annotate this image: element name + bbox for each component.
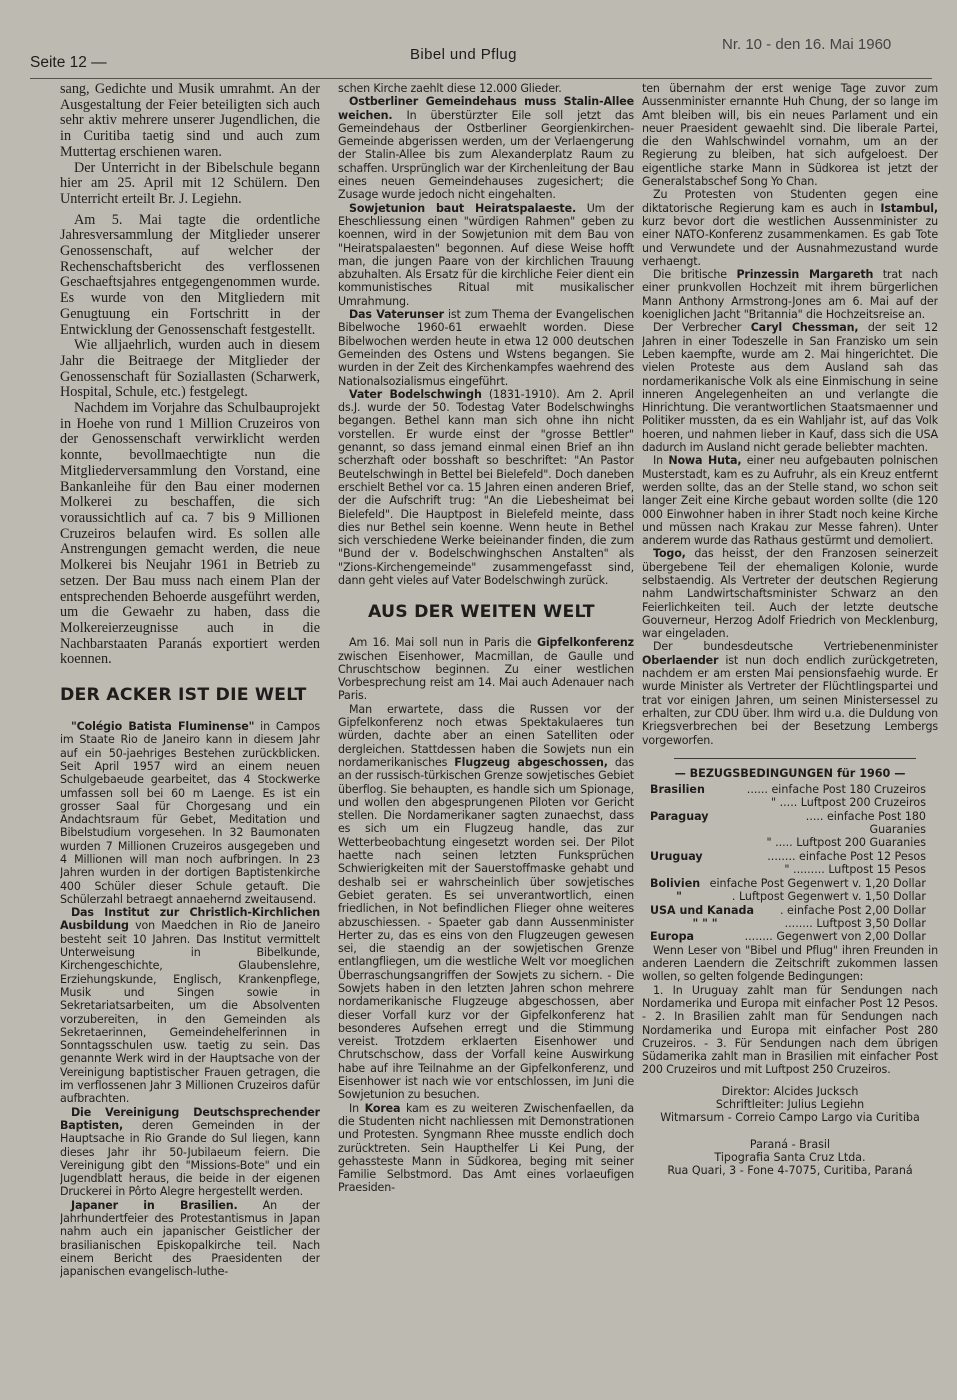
paragraph: Am 5. Mai tagte die ordentliche Jahresversammlung der Mitglieder unserer Genossenschaft, auf welcher der Rechenschaftsbericht des verflossenen Geschaeftsjahres entgegengenommen wurde. Es wurde von den Mitgliedern mit Genugtuung ein Fortschritt in der Entwicklung der Genossenschaft festgestellt. — [60, 211, 320, 338]
rate-country: Europa — [650, 930, 694, 944]
bold-lead: Ostberliner Gemeindehaus muss Stalin-Allee weichen. — [338, 95, 634, 122]
rate-country: Uruguay — [650, 849, 703, 863]
rate-value: " ..... Luftpost 200 Guaranies — [766, 836, 926, 850]
rate-row — [650, 917, 938, 930]
rate-value: . Luftpost Gegenwert v. 1,50 Dollar — [731, 890, 926, 904]
text: In — [653, 454, 669, 468]
paragraph — [642, 640, 938, 746]
paragraph — [642, 454, 938, 547]
subscription-divider — [674, 758, 916, 759]
imprint-address: Witmarsum - Correio Campo Largo via Curitiba — [660, 1111, 920, 1125]
text: in Campos im Staate Rio de Janeiro kann in diesem Jahr auf ein 50-jaehriges Bestehen zurückblicken. Seit April 1957 wird an einem neuen Schulgebaeude gearbeitet, das 4 Stockwerke umfassen soll bei 60 m Laenge. Es ist ein grosser Saal für Chorgesang und ein Andachtsraum für Gebet, Meditation und Bibelstudium vorgesehen. In 32 Baumonaten wurden 7 Millionen Cruzeiros ausgegeben und 4 Millionen will man noch aufbringen. In 23 Jahren wurden in der dortigen Baptistenkirche 400 Schüler dieser Schule getauft. Die Schülerzahl betraegt annaehernd zweitausend. — [60, 720, 320, 906]
paragraph: Wie alljaehrlich, wurden auch in diesem Jahr die Beitraege der Mitglieder der Genossenschaft für Soziallasten (Scharwerk, Hospital, Schule, etc.) festgelegt. — [60, 337, 320, 401]
bold-term: Caryl Chessman, — [750, 321, 859, 335]
sans-section — [60, 720, 320, 1278]
bold-term: Togo, — [653, 547, 686, 561]
serif-section — [60, 82, 320, 668]
text: Der bundesdeutsche Vertriebenenminister — [653, 640, 938, 654]
rate-value: ........ einfache Post 12 Pesos — [767, 849, 926, 863]
imprint — [642, 1085, 938, 1178]
paragraph — [338, 95, 634, 201]
rate-value: ..... einfache Post 180 Guaranies — [805, 809, 926, 837]
text: das an der russisch-türkischen Grenze sowjetisches Gebiet überflog. Sie behaupten, es handle sich um Spionage, und wollen den abgesprungenen Piloten vor Gericht stellen. Die Nordamerikaner sagten zunaechst, dass es sich um ein Flugzeug handle, das zur Wetterbeobachtung eingesetzt worden sei. Der Pilot haette nach seinen letzten Funksprüchen Schwierigkeiten mit der Sauerstoffmaske gehabt und deshalb sei er wahrscheinlich über sowjetisches Gebiet geraten. Es sei unverantwortlich, einen friedlichen, in Not befindlichen Flieger ohne weiteres abzuschiessen. - Spaeter gab dann Aussenminister Herter zu, das es eins von den Flugzeugen gewesen sei, die staendig an der sowjetischen Grenze entlangfliegen, um die westliche Welt vor moeglichen Überraschungsangriffen der Sowjets zu sichern. - Die Sowjets haben in den letzten Jahren schon mehrere nordamerikanische Flugzeuge abgeschossen, aber dieser Vorfall kurz vor der Gipfelkonferenz hat besonderes Aufsehen erregt und die Stimmung vereist. Trotzdem erklaerten Eisenhower und Chrutschschow, dass der Vorfall keine Auswirkung habe auf ihre Teilnahme an der Gipfelkonferenz, und Eisenhower ist nach wie vor entschlossen, im Juni die Sowjetunion zu besuchen. — [338, 755, 634, 1102]
rate-row — [650, 810, 938, 837]
column-2 — [338, 82, 634, 1195]
imprint-director: Direktor: Alcides Jucksch — [721, 1084, 859, 1098]
text: Zu Protesten von Studenten gegen eine diktatorische Regierung kam es auch in — [642, 188, 938, 215]
rate-country — [650, 863, 746, 876]
paragraph: ten übernahm der erst wenige Tage zuvor zum Aussenminister ernannte Huh Chung, der so lange im Amt bleiben will, bis ein neues Parlament und ein neuer Praesident gewaehlt sind. Die liberale Partei, die den Wahlschwindel vornahm, um an der Regierung zu bleiben, hat sich aufgeloest. Der eigentliche starke Mann in Südkorea ist jetzt der Generalstabschef Song Yo Chan. — [642, 82, 938, 189]
column-3 — [642, 82, 938, 1177]
paragraph — [338, 308, 634, 388]
rate-country: Brasilien — [650, 782, 705, 796]
rate-row — [650, 863, 938, 876]
bold-term: Oberlaender — [642, 653, 719, 667]
subscription-title: — BEZUGSBEDINGUNGEN für 1960 — — [674, 766, 906, 780]
rate-country: Paraguay — [650, 809, 709, 823]
column-1 — [60, 82, 320, 1278]
paragraph — [338, 1102, 634, 1195]
page-number: Seite 12 — — [30, 54, 107, 71]
issue-date: Nr. 10 - den 16. Mai 1960 — [722, 36, 892, 53]
bold-term: Nowa Huta, — [668, 454, 742, 468]
text: In — [349, 1101, 365, 1115]
subscription-rates — [642, 783, 938, 944]
imprint-printer: Tipografia Santa Cruz Ltda. — [714, 1150, 866, 1164]
rate-value: . einfache Post 2,00 Dollar — [780, 903, 926, 917]
rate-country: USA und Kanada — [650, 903, 754, 917]
text: deren Gemeinden in der Hauptsache in Rio Grande do Sul liegen, kann dieses Jahr ihr 50-Jubilaeum feiern. Die Vereinigung gibt den "Missions-Bote" und ein Jugendblatt heraus, die beide in der eigenen Druckerei in Pôrto Alegre hergestellt werden. — [60, 1118, 320, 1199]
bold-lead: "Colégio Batista Fluminense" — [71, 720, 255, 734]
rate-row — [650, 930, 938, 943]
text: kam es zu weiteren Zwischenfaellen, da die Studenten nicht nachliessen mit Demonstrationen und Protesten. Syngmann Rhee musste endlich doch zurücktreten. Sein Haupthelfer Li Kei Pung, der gehassteste Mann in Südkorea, beging mit seiner Familie Selbstmord. Das Amt eines vorlaeufigen Praesiden- — [338, 1101, 634, 1195]
text: trat nach einer prunkvollen Hochzeit mit ihrem bürgerlichen Mann Anthony Armstrong-Jones am 6. Mai auf der koeniglichen Jacht "Britannia" die Hochzeitsreise an. — [642, 268, 938, 322]
text: Um der Eheschliessung einen "würdigen Rahmen" geben zu koennen, wird in der Sowjetunion mit dem Bau von "Heiratspalaesten" begonnen. Auf diese Weise hofft man, die jungen Paare von der kirchlichen Trauung abzuhalten. Als Ersatz für die kirchliche Feier dient ein kommunistisches Ritual mit musikalischer Umrahmung. — [338, 201, 634, 308]
rate-row — [650, 890, 938, 903]
text: ist nun doch endlich zurückgetreten, nachdem er am ersten Mai pensionsfaehig wurde. Er wurde Minister als Vertreter der Flüchtlingspartei und trat vor einigen Jahren, um seinen Ministersessel zu erhalten, zur CDU über. Ihm wird u.a. die Duldung von Kriegsverbrechen bei der Besetzung Lembergs vorgeworfen. — [642, 653, 938, 747]
section-headline: DER ACKER IST DIE WELT — [60, 685, 307, 706]
paragraph: Nachdem im Vorjahre das Schulbauprojekt in Hoehe von rund 1 Million Cruzeiros von der Genossenschaft verwirklicht werden konnte, bevollmaechtigte nun die Mitgliederversammlung den Vorstand, eine Bankanleihe für den Bau einer modernen Molkerei zu beschaffen, die sich voraussichtlich auf ca. 7 bis 9 Millionen Cruzeiros belaufen wird. Es sollen alle Anstrengungen gemacht werden, die neue Molkerei bis Neujahr 1961 in Betrieb zu setzen. Der Bau muss nach einem Plan der entsprechenden Behoerde ausgeführt werden, um die Gewaehr zu haben, dass die Molkereierzeugnisse auch in die Nachbarstaaten Paranás exportiert werden koennen. — [60, 400, 320, 668]
bold-term: Korea — [364, 1101, 401, 1115]
paragraph — [338, 202, 634, 308]
header-rule — [30, 78, 932, 79]
rate-row — [650, 877, 938, 890]
paragraph: Der Unterricht in der Bibelschule begann hier am 25. April mit 12 Schülern. Den Unterricht erteilt Br. J. Legiehn. — [60, 159, 320, 207]
rate-value: ...... einfache Post 180 Cruzeiros — [746, 782, 926, 796]
rate-value: " ......... Luftpost 15 Pesos — [784, 863, 926, 877]
paragraph — [338, 703, 634, 1102]
paragraph — [338, 636, 634, 702]
paragraph — [338, 388, 634, 587]
bold-lead: Vater Bodelschwingh — [349, 387, 482, 401]
section-headline: AUS DER WEITEN WELT — [368, 602, 595, 623]
paragraph — [60, 1106, 320, 1199]
paragraph — [60, 1199, 320, 1279]
rate-row — [650, 783, 938, 796]
text: das heisst, der den Franzosen seinerzeit übergebene Teil der ehemaligen Kolonie, wurde selbstaendig. Als Vertreter der deutschen Regierung nahm Landwirtschaftsminister Schwarz an den Feierlichkeiten teil. Auch der letzte deutsche Gouverneur, Herzog Adolf Friedrich von Mecklenburg, war eingeladen. — [642, 547, 938, 641]
bold-lead: Das Vaterunser — [349, 308, 444, 322]
rate-row — [650, 904, 938, 917]
text: der seit 12 Jahren in einer Todeszelle in San Franzisko um sein Leben kaempfte, wurde am 2. Mai hingerichtet. Die vielen Proteste aus dem Ausland sah das nordamerikanische Volk als eine Einmischung in seine inneren Angelegenheiten an und verlangte die Hinrichtung. Die verantwortlichen Staatsmaenner und Politiker mussten, da es ein Wahljahr ist, auf das Volk hoeren, und nahmen lieber in Kauf, dass sich die USA dadurch im Ausland nicht gerade beliebter machten. — [642, 321, 938, 455]
text: (1831-1910). Am 2. April ds.J. wurde der 50. Todestag Vater Bodelschwinghs begangen. Bethel kann man sich ohne ihn nicht vorstellen. Er wurde einst der "grosse Bettler" genannt, so dass jemand einmal einen Brief an ihn scherzhaft oder bosshaft so beschriftet: "An Pastor Beutelschwingh in Bettel bei Bielefeld". Doch daneben erschielt Bethel vor ca. 15 Jahren einen anderen Brief, der die Aufschrift trug: "An die Liebesheimat bei Bielefeld". Die Hauptpost in Bielefeld meinte, dass dies nur Bethel sein koenne. Wenn heute in Bethel sich verschiedene Werke beieinander finden, die zum "Bund der v. Bodelschwinghschen Anstalten" als "Zions-Kirchengemeinde" zusammengefasst sind, dann geht vieles auf Vater Bodelschwingh zurück. — [338, 387, 634, 587]
bold-term: Istambul, — [880, 201, 938, 215]
bold-lead: Japaner in Brasilien. — [71, 1198, 238, 1212]
rate-country — [650, 796, 746, 809]
imprint-region: Paraná - Brasil — [749, 1137, 831, 1151]
rate-country — [650, 836, 746, 849]
bold-lead: Die Vereinigung Deutschsprechender Baptisten, — [60, 1105, 320, 1132]
rate-country: Bolivien — [650, 876, 701, 890]
paragraph: schen Kirche zaehlt diese 12.000 Glieder. — [338, 82, 562, 95]
text: An der Jahrhundertfeier des Protestantismus in Japan nahm auch ein japanischer Geistlicher der brasilianischen Episkopalkirche teil. Nach einem Bericht des Praesidenten der japanischen evangelisch-luthe- — [60, 1198, 320, 1279]
bold-term: Flugzeug abgeschossen, — [454, 755, 608, 769]
text: kurz bevor dort die westlichen Aussenminister zu einer NATO-Konferenz zusammenkamen. Es gab Tote und Verwundete und der Ausnahmezustand wurde verhaengt. — [642, 214, 938, 268]
text: In überstürzter Eile soll jetzt das Gemeindehaus der Ostberliner Georgienkirchen-Gemeinde abgerissen werden, um der Verlaengerung der Stalin-Allee bis zum Alexanderplatz Raum zu schaffen. Ursprünglich war der Kirchenleitung der Bau eines neuen Gemeindehauses zugesichert; die Zusage wurde jedoch nicht eingehalten. — [338, 108, 634, 202]
rate-value: ........ Gegenwert von 2,00 Dollar — [744, 930, 926, 944]
paragraph — [60, 906, 320, 1105]
paragraph: sang, Gedichte und Musik umrahmt. An der Ausgestaltung der Feier beteiligten sich auch sehr aktiv mehrere unserer Jugendlichen, die in Curitiba taetig sind und auch zum Muttertag erschienen waren. — [60, 82, 320, 160]
text: Am 16. Mai soll nun in Paris die — [349, 636, 537, 650]
text: Der Verbrecher — [653, 321, 751, 335]
paragraph — [642, 321, 938, 454]
bold-lead: Das Institut zur Christlich-Kirchlichen Ausbildung — [60, 906, 320, 933]
text: Man erwartete, dass die Russen vor der Gipfelkonferenz noch etwas Spektakulaeres tun würden, dachte aber an einen Satelliten oder dergleichen. Stattdessen haben die Sowjets nun ein nordamerikanisches — [338, 702, 634, 769]
text: Die britische — [653, 268, 737, 282]
rate-row — [650, 850, 938, 863]
text: zwischen Eisenhower, Macmillan, de Gaulle und Chruschtschow beginnen. Zu einer westlichen Vorbesprechung reist am 14. Mai auch Adenauer nach Paris. — [338, 649, 634, 703]
paragraph: Wenn Leser von "Bibel und Pflug" ihren Freunden in anderen Laendern die Zeitschrift zukommen lassen wollen, so gelten folgende Bedingungen: — [642, 943, 938, 984]
imprint-editor: Schriftleiter: Julius Legiehn — [715, 1097, 865, 1111]
paragraph — [642, 188, 938, 268]
rate-value: " ..... Luftpost 200 Cruzeiros — [770, 796, 926, 810]
paragraph: 1. In Uruguay zahlt man für Sendungen nach Nordamerika und Europa mit einfacher Post 12 Pesos. - 2. In Brasilien zahlt man für Sendungen nach Nordamerika und Europa mit einfacher Post 280 Cruzeiros. - 3. Für Sendungen nach dem übrigen Südamerika zahlt man in Brasilien mit einfacher Post 200 Cruzeiros und mit Luftpost 250 Cruzeiros. — [642, 983, 938, 1077]
paragraph — [642, 547, 938, 640]
paragraph — [642, 268, 938, 321]
bold-lead: Sowjetunion baut Heiratspalaeste. — [349, 201, 577, 215]
rate-value: einfache Post Gegenwert v. 1,20 Dollar — [709, 876, 926, 890]
bold-term: Prinzessin Margareth — [736, 268, 874, 282]
imprint-street: Rua Quari, 3 - Fone 4-7075, Curitiba, Paraná — [667, 1164, 913, 1178]
text: einer neu aufgebauten polnischen Musterstadt, kam es zu Aufruhr, als ein Kreuz entfernt werden sollte, das an der Stelle stand, wo schon seit langer Zeit eine Kirche gebaut worden sollte (die 120 000 Einwohner haben in ihrer Stadt noch keine Kirche und müssen nach Krakau zur Messe fahren). Unter anderem wurde das Rathaus gestürmt und demoliert. — [642, 454, 938, 548]
bold-term: Gipfelkonferenz — [536, 636, 634, 650]
rate-row — [650, 836, 938, 849]
newspaper-title: Bibel und Pflug — [410, 46, 517, 63]
rate-row — [650, 796, 938, 809]
text: ist zum Thema der Evangelischen Bibelwoche 1960-61 erwaehlt worden. Diese Bibelwochen werden heute in etwa 12 000 deutschen Gemeinden des Ostens und Wstens begangen. Sie wurden in der Zeit des Kirchenkampfes waehrend des Nationalsozialismus eingeführt. — [338, 308, 634, 388]
page-header — [0, 36, 957, 76]
rate-country: " " " — [692, 916, 718, 930]
text: von Maedchen in Rio de Janeiro besteht seit 10 Jahren. Das Institut vermittelt Unterweisung in Bibelkunde, Kirchengeschichte, Glaubenslehre, Erziehungskunde, Englisch, Krankenpflege, Musik und Singen sowie in Sekretariatsarbeiten, um die Absolventen vorzubereiten, in den Gemeinden als Sekretaerinnen, Gemeindehelferinnen in Sonntagsschulen usw. taetig zu sein. Das genannte Werk wird in der Hauptsache von der Vereinigung baptistischer Frauen getragen, die im verflossenen Jahr 3 Millionen Cruzeiros dafür aufbrachten. — [60, 919, 320, 1106]
rate-value: ........ Luftpost 3,50 Dollar — [784, 916, 926, 930]
paragraph — [60, 720, 320, 906]
rate-country: " — [676, 890, 682, 904]
